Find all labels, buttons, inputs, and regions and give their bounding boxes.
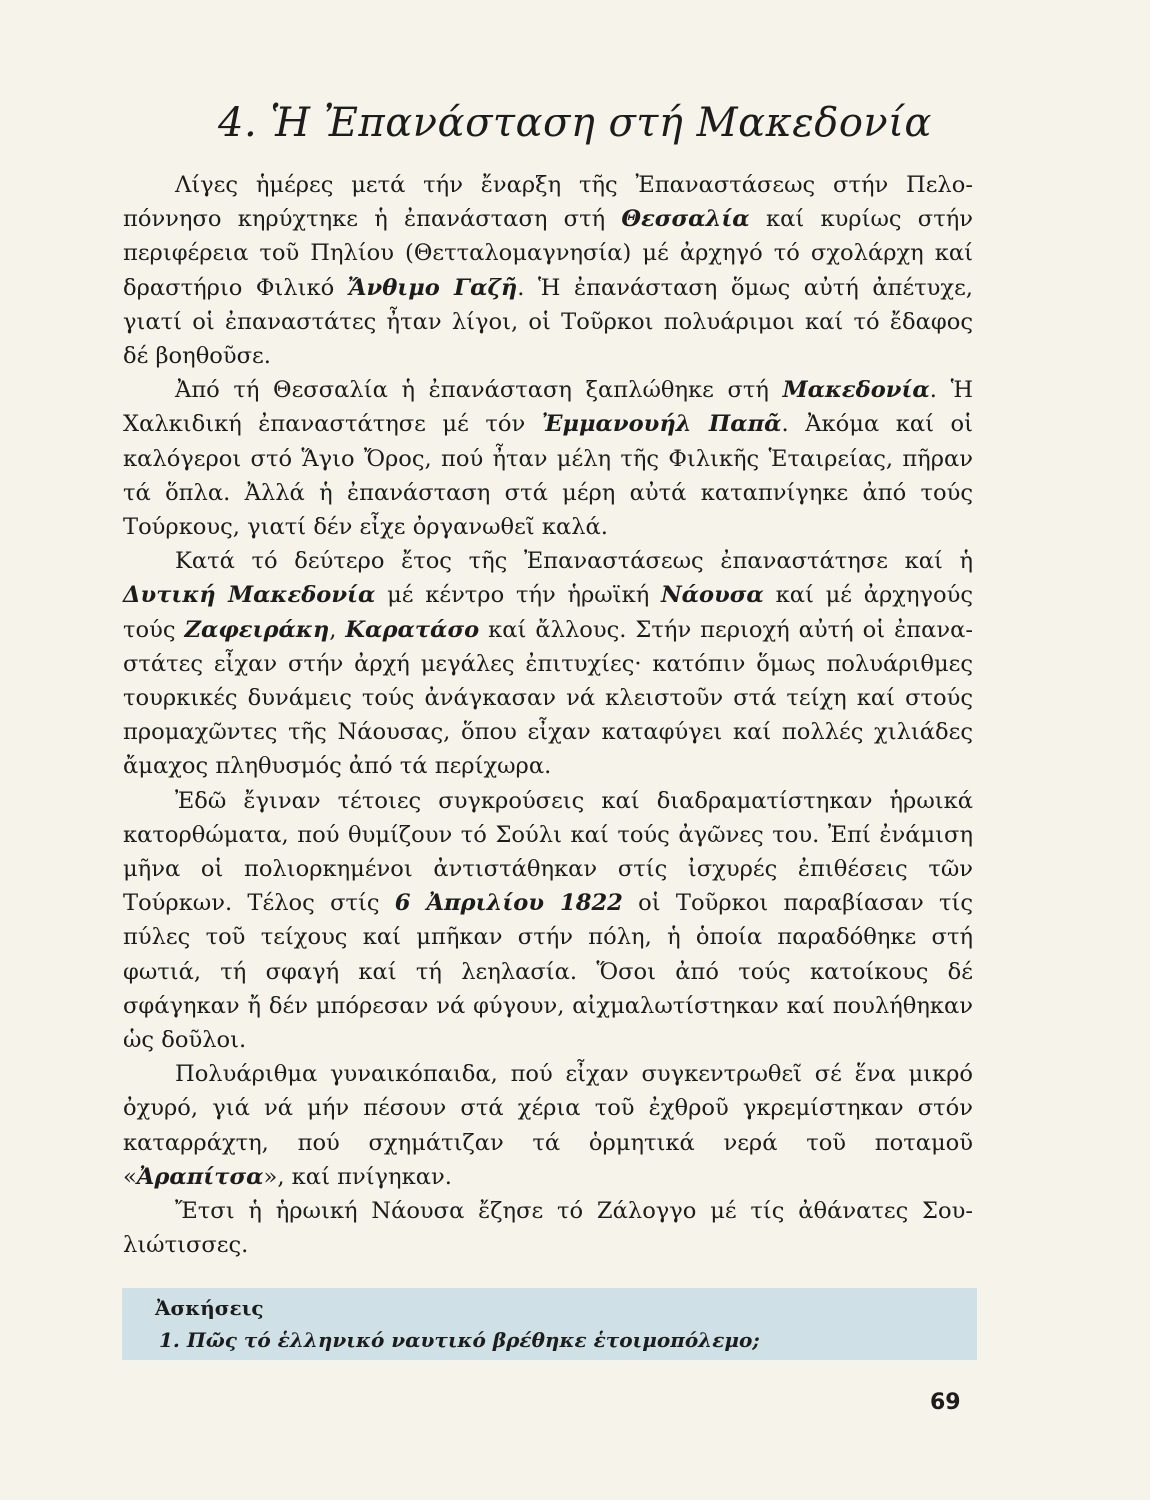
body-text	[123, 168, 973, 1263]
paragraph-5: Πολυάριθμα γυναικόπαιδα, πού εἶχαν συγκεντρωθεῖ σέ ἕνα μικρό ὀχυρό, γιά νά μήν πέσουν στά χέρια τοῦ ἐχθροῦ γκρεμίστηκαν στόν καταρράχτη, πού σχημάτιζαν τά ὁρμητικά νερά τοῦ ποταμοῦ «Ἀραπίτσα», καί πνίγηκαν.	[123, 1061, 973, 1190]
exercise-heading: Ἀσκήσεις	[155, 1296, 264, 1320]
exercise-question-1: 1. Πῶς τό ἑλληνικό ναυτικό βρέθηκε ἑτοιμοπόλεμο;	[159, 1328, 760, 1352]
paragraph-6: Ἔτσι ἡ ἡρωική Νάουσα ἔζησε τό Ζάλογγο μέ τίς ἀθάνατες Σουλιώτισσες.	[123, 1198, 973, 1259]
paragraph-1: Λίγες ἡμέρες μετά τήν ἔναρξη τῆς Ἐπαναστάσεως στήν Πελοπόννησο κηρύχτηκε ἡ ἐπανάσταση στή Θεσσαλία καί κυρίως στήν περιφέρεια τοῦ Πηλίου (Θετταλομαγνησία) μέ ἀρχηγό τό σχολάρχη καί δραστήριο Φιλικό Ἄνθιμο Γαζῆ. Ἡ ἐπανάσταση ὅμως αὐτή ἀπέτυχε, γιατί οἱ ἐπαναστάτες ἦταν λίγοι, οἱ Τοῦρκοι πολυάριμοι καί τό ἔδαφος δέ βοηθοῦσε.	[123, 172, 973, 370]
exercise-box	[122, 1288, 977, 1360]
page-number: 69	[930, 1390, 961, 1415]
paragraph-3: Κατά τό δεύτερο ἔτος τῆς Ἐπαναστάσεως ἐπαναστάτησε καί ἡ Δυτική Μακεδονία μέ κέντρο τήν ἡρωϊκή Νάουσα καί μέ ἀρχηγούς τούς Ζαφειράκη, Καρατάσο καί ἄλλους. Στήν περιοχή αὐτή οἱ ἐπαναστάτες εἶχαν στήν ἀρχή μεγάλες ἐπιτυχίες· κατόπιν ὅμως πολυάριθμες τουρκικές δυνάμεις τούς ἀνάγκασαν νά κλειστοῦν στά τείχη καί στούς προμαχῶντες τῆς Νάουσας, ὅπου εἶχαν καταφύγει καί πολλές χιλιάδες ἄμαχος πληθυσμός ἀπό τά περίχωρα.	[123, 548, 973, 780]
paragraph-4: Ἐδῶ ἔγιναν τέτοιες συγκρούσεις καί διαδραματίστηκαν ἡρωικά κατορθώματα, πού θυμίζουν τό Σούλι καί τούς ἀγῶνες του. Ἐπί ἐνάμιση μῆνα οἱ πολιορκημένοι ἀντιστάθηκαν στίς ἰσχυρές ἐπιθέσεις τῶν Τούρκων. Τέλος στίς 6 Ἀπριλίου 1822 οἱ Τοῦρκοι παραβίασαν τίς πύλες τοῦ τείχους καί μπῆκαν στήν πόλη, ἡ ὁποία παραδόθηκε στή φωτιά, τή σφαγή καί τή λεηλασία. Ὅσοι ἀπό τούς κατοίκους δέ σφάγηκαν ἤ δέν μπόρεσαν νά φύγουν, αἰχμαλωτίστηκαν καί πουλήθηκαν ὡς δοῦλοι.	[123, 787, 974, 1054]
page-title: 4. Ἡ Ἐπανάσταση στή Μακεδονία	[218, 100, 932, 146]
paragraph-2: Ἀπό τή Θεσσαλία ἡ ἐπανάσταση ξαπλώθηκε στή Μακεδονία. Ἡ Χαλκιδική ἐπαναστάτησε μέ τόν Ἐμμανουήλ Παπᾶ. Ἀκόμα καί οἱ καλόγεροι στό Ἅγιο Ὄρος, πού ἦταν μέλη τῆς Φιλικῆς Ἑταιρείας, πῆραν τά ὅπλα. Ἀλλά ἡ ἐπανάσταση στά μέρη αὐτά καταπνίγηκε ἀπό τούς Τούρκους, γιατί δέν εἶχε ὀργανωθεῖ καλά.	[123, 377, 974, 541]
